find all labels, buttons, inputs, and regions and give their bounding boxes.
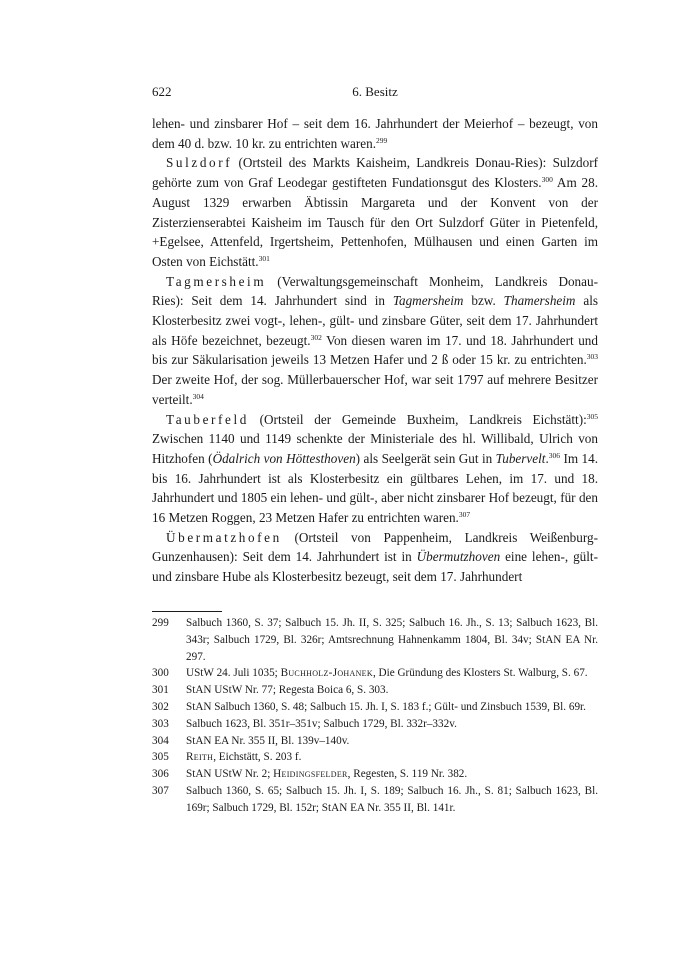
page-number: 622 xyxy=(152,84,172,99)
footnote-number: 300 xyxy=(152,667,169,680)
footnote-number: 299 xyxy=(152,617,169,629)
footnote-ref[interactable]: 301 xyxy=(258,253,270,263)
main-text xyxy=(152,114,598,587)
place-name: Tauberfeld xyxy=(166,411,249,427)
footnote: 307 Salbuch 1360, S. 65; Salbuch 15. Jh. I, S. 189; Salbuch 16. Jh., S. 81; Salbuch 1623, Bl. 169r; Salbuch 1729, Bl. 152r; StAN EA Nr. 355 II, Bl. 141r. xyxy=(152,784,598,814)
footnote-number: 307 xyxy=(152,784,169,797)
footnote-number: 302 xyxy=(152,700,169,713)
entry-sulzdorf: Sulzdorf (Ortsteil des Markts Kaisheim, Landkreis Donau-Ries): Sulzdorf gehörte zum von Graf Leodegar gestifteten Fundationsgut des Klosters.$^{300}$ Am 28. August 1329 erwarben Äbtissin Margareta und der Konvent von der Zisterzienserabtei Kaisheim im Tausch für den Ort Sulzdorf Güter in Pietenfeld, +Egelsee, Attenfeld, Irgertsheim, Pettenhofen, Mülhausen und einen Garten im Osten von Eichstätt.$^{301}$ xyxy=(152,155,598,269)
footnote: 302 StAN Salbuch 1360, S. 48; Salbuch 15. Jh. I, S. 183 f.; Gült- und Zinsbuch 1539, Bl. 69r. xyxy=(152,699,598,716)
footnote-ref[interactable]: 304 xyxy=(192,391,204,401)
footnote-separator xyxy=(152,611,222,612)
footnotes xyxy=(152,615,598,817)
footnote-ref[interactable]: 305 xyxy=(586,411,598,421)
footnote-number: 305 xyxy=(152,751,169,764)
footnote: 305 Reith, Eichstätt, S. 203 f. xyxy=(152,749,598,766)
footnote: 300 UStW 24. Juli 1035; Buchholz-Johanek, Die Gründung des Klosters St. Walburg, S. 67. xyxy=(152,665,598,682)
author-name: Heidingsfelder xyxy=(273,768,348,781)
entry-uebermatzhofen: Übermatzhofen (Ortsteil von Pappenheim, Landkreis Weißenburg-Gunzenhausen): Seit dem 14. Jahrhundert ist in Übermutzhoven eine lehen-, gült- und zinsbare Hube als Klosterbesitz bezeugt, seit dem 17. Jahrhundert xyxy=(152,529,598,585)
footnote-number: 303 xyxy=(152,717,169,730)
footnote-number: 301 xyxy=(152,684,169,697)
footnote-ref[interactable]: 302 xyxy=(310,332,322,342)
place-name: Tagmersheim xyxy=(166,273,267,289)
footnote-ref[interactable]: 299 xyxy=(376,135,388,145)
place-name: Übermatzhofen xyxy=(166,529,282,545)
footnote: 304 StAN EA Nr. 355 II, Bl. 139v–140v. xyxy=(152,733,598,750)
footnote-number: 304 xyxy=(152,734,169,747)
footnote: 306 StAN UStW Nr. 2; Heidingsfelder, Regesten, S. 119 Nr. 382. xyxy=(152,766,598,783)
author-name: Buchholz-Johanek xyxy=(280,667,373,680)
footnote-ref[interactable]: 306 xyxy=(548,450,561,460)
author-name: Reith xyxy=(186,751,214,764)
place-name: Sulzdorf xyxy=(166,155,233,171)
footnote: 299 Salbuch 1360, S. 37; Salbuch 15. Jh. II, S. 325; Salbuch 16. Jh., S. 13; Salbuch 1623, Bl. 343r; Salbuch 1729, Bl. 326r; Amtsrechnung Hahnenkamm 1804, Bl. 34v; StAN EA Nr. 297. xyxy=(152,617,598,663)
footnote: 303 Salbuch 1623, Bl. 351r–351v; Salbuch 1729, Bl. 332r–332v. xyxy=(152,716,598,733)
footnote-number: 306 xyxy=(152,768,169,781)
paragraph-continued: lehen- und zinsbarer Hof – seit dem 16. Jahrhundert der Meierhof – bezeugt, von dem 40 d. bzw. 10 kr. zu entrichten waren.$^{299}$ xyxy=(152,116,598,151)
footnote-ref[interactable]: 300 xyxy=(541,175,553,185)
footnote-ref[interactable]: 307 xyxy=(458,510,471,520)
entry-tagmersheim: Tagmersheim (Verwaltungsgemeinschaft Monheim, Landkreis Donau-Ries): Seit dem 14. Jahrhundert sind in Tagmersheim bzw. Thamersheim als Klosterbesitz zwei vogt-, lehen-, gült- und zinsbare Güter, seit dem 17. Jahrhundert als Höfe bezeichnet, bezeugt.$^{302}$ Von diesen waren im 17. und 18. Jahrhundert und bis zur Säkularisation jeweils 13 Metzen Hafer und 2 ß oder 15 kr. zu entrichten.$^{303}$ Der zweite Hof, der sog. Müllerbauerscher Hof, war seit 1797 auf mehrere Besitzer verteilt.$^{304}$ xyxy=(152,273,598,407)
chapter-title: 6. Besitz xyxy=(352,84,398,99)
entry-tauberfeld: Tauberfeld (Ortsteil der Gemeinde Buxheim, Landkreis Eichstätt):$^{305}$ Zwischen 1140 und 1149 schenkte der Ministeriale des hl. Willibald, Ulrich von Hitzhofen (Ödalrich von Höttesthoven) als Seelgerät sein Gut in Tubervelt.$^{306}$ Im 14. bis 16. Jahrhundert ist als Klosterbesitz ein gültbares Lehen, im 17. und 18. Jahrhundert und 1805 ein lehen- und gült-, aber nicht zinsbarer Hof bezeugt, für den 16 Metzen Roggen, 23 Metzen Hafer zu entrichten waren.$^{307}$ xyxy=(152,411,599,526)
footnote: 301 StAN UStW Nr. 77; Regesta Boica 6, S. 303. xyxy=(152,682,598,699)
footnote-ref[interactable]: 303 xyxy=(586,352,598,362)
